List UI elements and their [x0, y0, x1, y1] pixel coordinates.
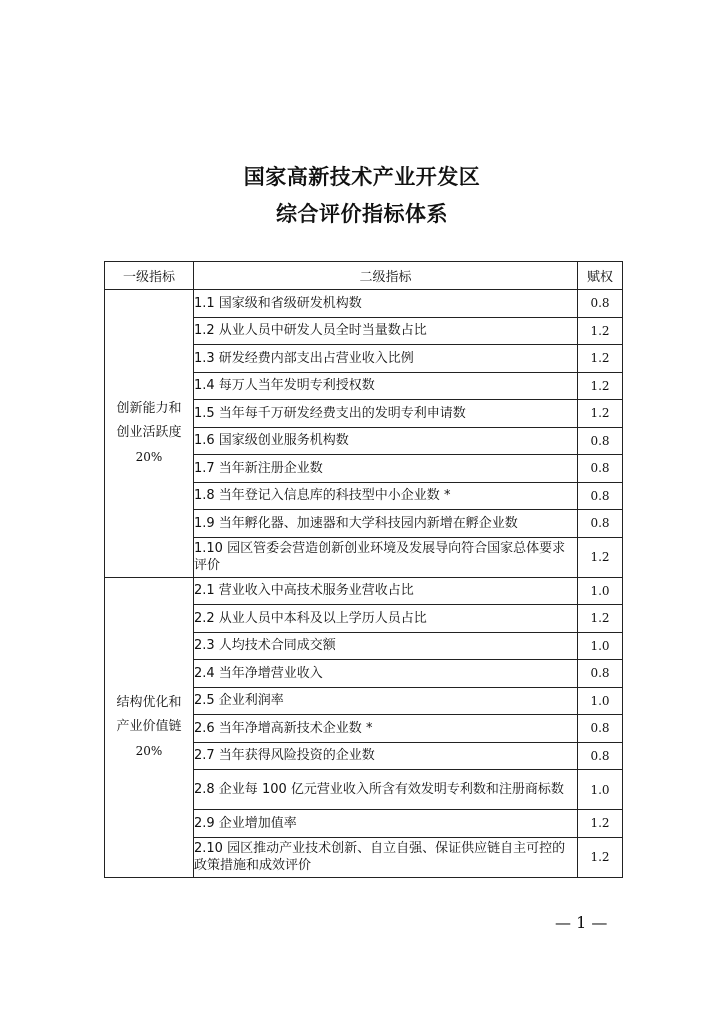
- weight-value: 1.0: [578, 577, 623, 605]
- level2-label: 1.4 每万人当年发明专利授权数: [194, 372, 578, 400]
- level1-name-line1: 结构优化和: [116, 695, 182, 710]
- level2-label: 1.2 从业人员中研发人员全时当量数占比: [194, 317, 578, 345]
- level1-percent: 20%: [135, 450, 163, 465]
- weight-value: 1.2: [578, 345, 623, 373]
- level2-label: 1.7 当年新注册企业数: [194, 455, 578, 483]
- level2-label: 1.10 园区管委会营造创新创业环境及发展导向符合国家总体要求评价: [194, 537, 578, 577]
- weight-value: 1.2: [578, 605, 623, 633]
- level2-label: 2.5 企业利润率: [194, 687, 578, 715]
- header-weight: 赋权: [578, 262, 623, 290]
- weight-value: 1.2: [578, 810, 623, 838]
- weight-value: 0.8: [578, 510, 623, 538]
- weight-value: 0.8: [578, 482, 623, 510]
- level1-cell-innovation: [105, 290, 194, 578]
- level2-label: 2.6 当年净增高新技术企业数 *: [194, 715, 578, 743]
- level2-label: 2.1 营业收入中高技术服务业营收占比: [194, 577, 578, 605]
- level1-cell-structure: [105, 577, 194, 877]
- weight-value: 1.0: [578, 632, 623, 660]
- level2-label: 1.9 当年孵化器、加速器和大学科技园内新增在孵企业数: [194, 510, 578, 538]
- level1-percent: 20%: [135, 744, 163, 758]
- indicator-table: [104, 261, 623, 878]
- table-header-row: [105, 262, 623, 290]
- level2-label: 1.3 研发经费内部支出占营业收入比例: [194, 345, 578, 373]
- level2-label: 2.8 企业每 100 亿元营业收入所含有效发明专利数和注册商标数: [194, 770, 578, 810]
- weight-value: 1.2: [578, 837, 623, 877]
- level1-name-line2: 产业价值链: [116, 719, 182, 734]
- level2-label: 2.7 当年获得风险投资的企业数: [194, 742, 578, 770]
- level2-label: 2.4 当年净增营业收入: [194, 660, 578, 688]
- level2-label: 1.6 国家级创业服务机构数: [194, 427, 578, 455]
- weight-value: 1.0: [578, 687, 623, 715]
- table-row: [105, 577, 623, 605]
- document-title-line1: 国家高新技术产业开发区: [243, 165, 481, 189]
- header-level2: 二级指标: [194, 262, 578, 290]
- weight-value: 1.2: [578, 537, 623, 577]
- level1-name-line1: 创新能力和: [116, 401, 182, 417]
- weight-value: 0.8: [578, 715, 623, 743]
- weight-value: 1.2: [578, 372, 623, 400]
- weight-value: 0.8: [578, 455, 623, 483]
- page-number: — 1 —: [555, 913, 608, 932]
- level2-label: 1.5 当年每千万研发经费支出的发明专利申请数: [194, 400, 578, 428]
- weight-value: 1.2: [578, 317, 623, 345]
- weight-value: 0.8: [578, 427, 623, 455]
- weight-value: 0.8: [578, 742, 623, 770]
- level2-label: 2.2 从业人员中本科及以上学历人员占比: [194, 605, 578, 633]
- weight-value: 1.2: [578, 400, 623, 428]
- weight-value: 0.8: [578, 660, 623, 688]
- level2-label: 2.10 园区推动产业技术创新、自立自强、保证供应链自主可控的政策措施和成效评价: [194, 837, 578, 877]
- level2-label: 1.8 当年登记入信息库的科技型中小企业数 *: [194, 482, 578, 510]
- level2-label: 2.9 企业增加值率: [194, 810, 578, 838]
- level2-label: 1.1 国家级和省级研发机构数: [194, 290, 578, 318]
- weight-value: 0.8: [578, 290, 623, 318]
- level1-name-line2: 创业活跃度: [116, 425, 182, 441]
- table-row: [105, 290, 623, 318]
- weight-value: 1.0: [578, 770, 623, 810]
- header-level1: 一级指标: [105, 262, 194, 290]
- level2-label: 2.3 人均技术合同成交额: [194, 632, 578, 660]
- document-title-line2: 综合评价指标体系: [276, 202, 448, 226]
